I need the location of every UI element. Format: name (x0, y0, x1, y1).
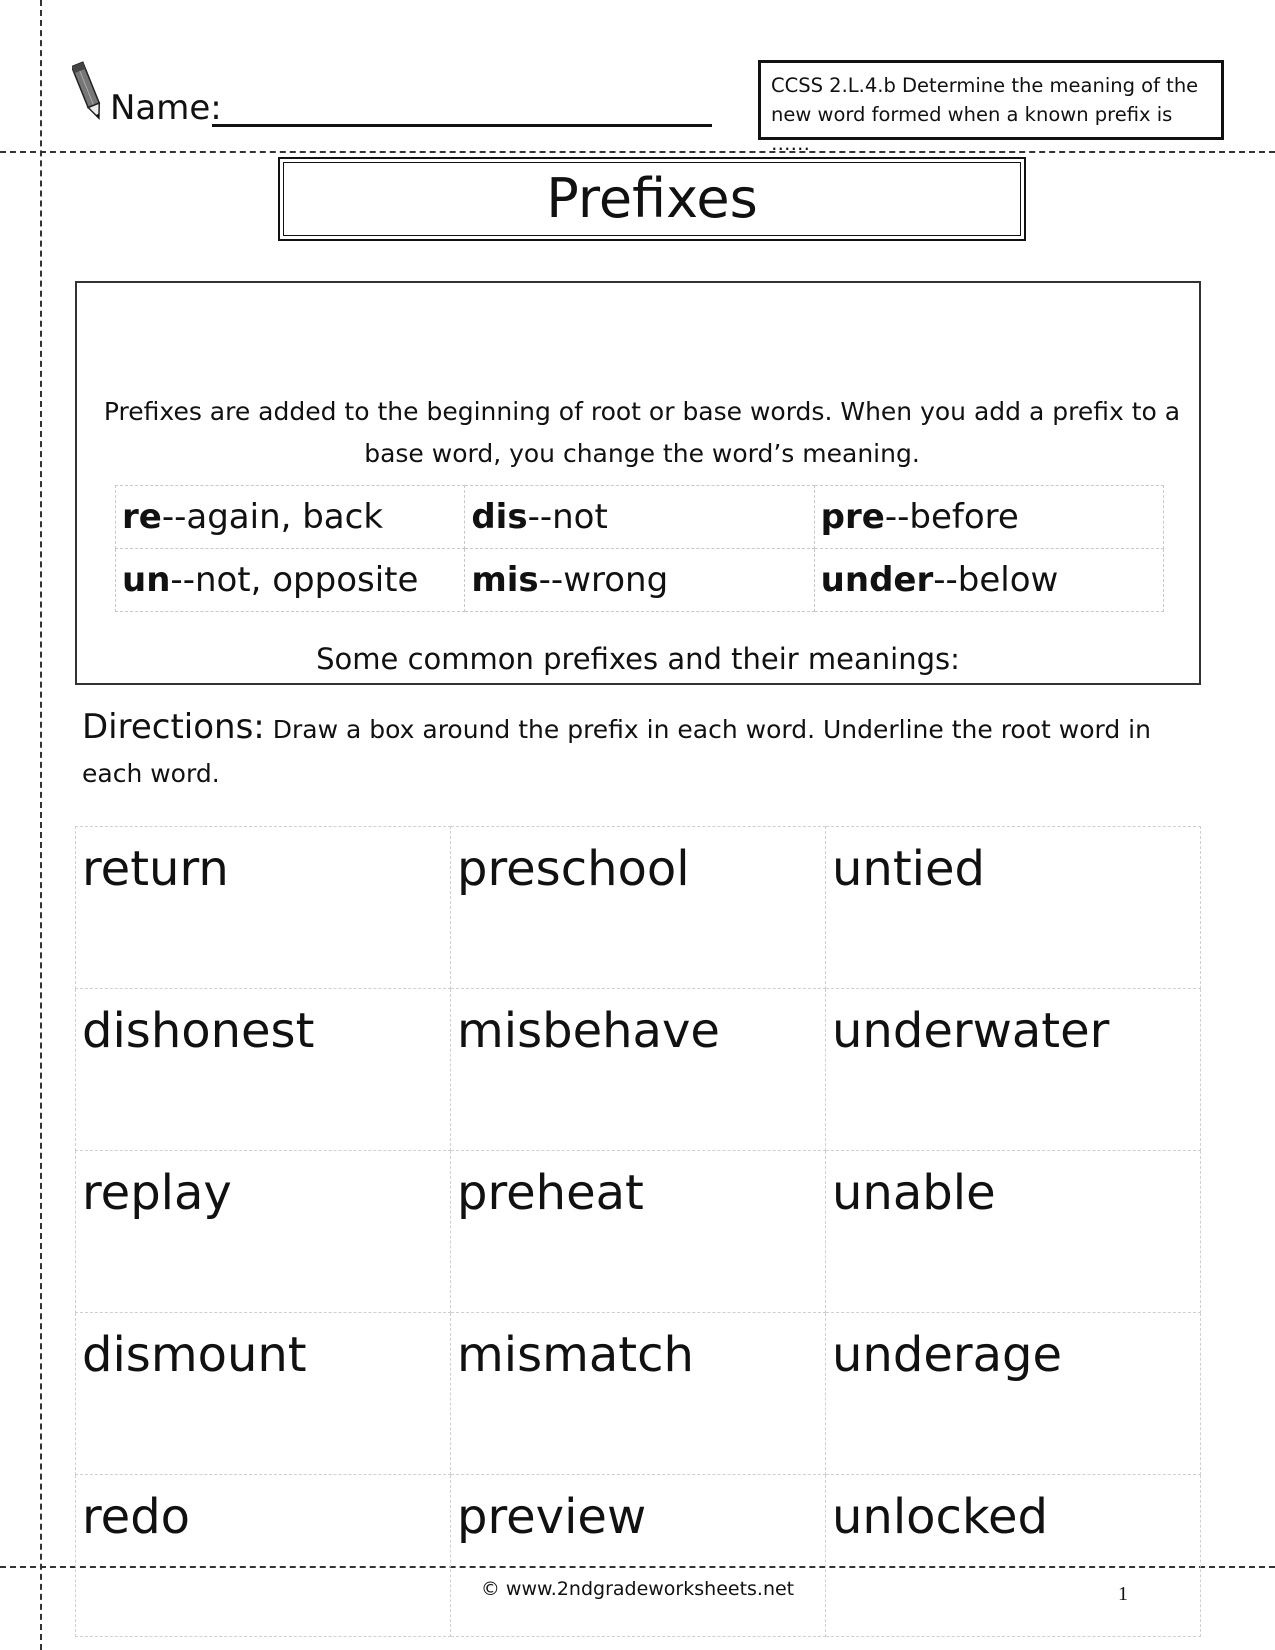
page-title: Prefixes (283, 162, 1021, 236)
word-cell[interactable]: untied (826, 827, 1201, 989)
word-cell[interactable]: unlocked (826, 1475, 1201, 1637)
word-cell[interactable]: underwater (826, 989, 1201, 1151)
name-line[interactable] (212, 124, 712, 127)
word-cell[interactable]: unable (826, 1151, 1201, 1313)
prefix-meaning: --again, back (161, 497, 384, 537)
prefix-term: under (820, 560, 934, 600)
prefix-caption: Some common prefixes and their meanings: (316, 642, 960, 676)
word-cell[interactable]: replay (76, 1151, 451, 1313)
prefix-cell (116, 549, 465, 612)
word-cell[interactable]: underage (826, 1313, 1201, 1475)
prefix-term: dis (471, 497, 528, 537)
word-cell[interactable]: preheat (451, 1151, 826, 1313)
prefix-meaning: --before (884, 497, 1019, 537)
prefix-row (116, 549, 1164, 612)
word-cell[interactable]: dishonest (76, 989, 451, 1151)
directions (82, 705, 1212, 796)
prefix-cell (116, 486, 465, 549)
prefix-term: re (122, 497, 162, 537)
directions-label: Directions: (82, 707, 265, 747)
prefix-row (116, 486, 1164, 549)
word-row (76, 1475, 1201, 1637)
prefix-cell (814, 549, 1163, 612)
word-row (76, 827, 1201, 989)
word-row (76, 1151, 1201, 1313)
word-row (76, 989, 1201, 1151)
word-grid (75, 826, 1201, 1637)
word-cell[interactable]: mismatch (451, 1313, 826, 1475)
word-cell[interactable]: misbehave (451, 989, 826, 1151)
prefix-meaning: --wrong (538, 560, 669, 600)
word-cell[interactable]: preview (451, 1475, 826, 1637)
pencil-icon (72, 58, 106, 124)
prefix-term: mis (471, 560, 539, 600)
directions-text: Draw a box around the prefix in each word. Underline the root word in each word. (82, 715, 1151, 788)
title-box (278, 157, 1026, 241)
standard-box: CCSS 2.L.4.b Determine the meaning of the new word formed when a known prefix is …… (758, 60, 1224, 140)
word-cell[interactable]: dismount (76, 1313, 451, 1475)
page-number: 1 (1118, 1583, 1128, 1605)
top-cut-line (0, 151, 1275, 153)
vertical-cut-line (40, 0, 42, 1650)
intro-text: Prefixes are added to the beginning of root or base words. When you add a prefix to a base word, you change the word’s meaning. (103, 397, 1181, 468)
prefix-cell (465, 486, 814, 549)
prefix-term: pre (820, 497, 885, 537)
name-label: Name: (110, 88, 222, 128)
prefix-cell (465, 549, 814, 612)
copyright-footer: © www.2ndgradeworksheets.net (480, 1578, 795, 1600)
word-row (76, 1313, 1201, 1475)
word-cell[interactable]: preschool (451, 827, 826, 989)
prefix-info-box (75, 281, 1201, 685)
prefix-cell (814, 486, 1163, 549)
word-cell[interactable]: redo (76, 1475, 451, 1637)
prefix-meaning: --not, opposite (170, 560, 419, 600)
prefix-table (115, 485, 1164, 612)
prefix-term: un (122, 560, 171, 600)
prefix-meaning: --not (527, 497, 608, 537)
word-cell[interactable]: return (76, 827, 451, 989)
prefix-meaning: --below (933, 560, 1059, 600)
